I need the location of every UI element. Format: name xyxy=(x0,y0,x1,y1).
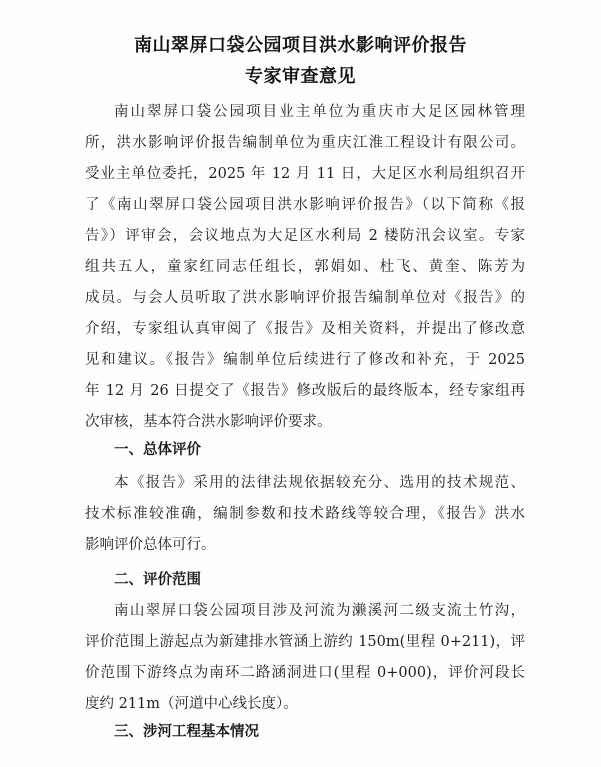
paragraph-line: 成员。与会人员听取了洪水影响评价报告编制单位对《报告》的 xyxy=(85,290,525,306)
paragraph-line: 价范围下游终点为南环二路涵洞进口(里程 0+000)，评价河段长 xyxy=(85,665,525,681)
paragraph-line: 告》）评审会，会议地点为大足区水利局 2 楼防汛会议室。专家 xyxy=(85,228,525,244)
section-heading-overall-evaluation: 一、总体评价 xyxy=(114,442,201,458)
paragraph-line: 介绍，专家组认真审阅了《报告》及相关资料，并提出了修改意 xyxy=(85,321,525,337)
paragraph-line: 见和建议。《报告》编制单位后续进行了修改和补充，于 2025 xyxy=(85,352,525,368)
paragraph-line: 南山翠屏口袋公园项目涉及河流为濑溪河二级支流土竹沟， xyxy=(114,603,525,619)
paragraph-line: 度约 211m（河道中心线长度）。 xyxy=(85,696,298,712)
paragraph-line: 组共五人，童家红同志任组长，郭娟如、杜飞、黄奎、陈芳为 xyxy=(85,259,525,275)
paragraph-line: 南山翠屏口袋公园项目业主单位为重庆市大足区园林管理 xyxy=(114,104,525,120)
paragraph-line: 本《报告》采用的法律法规依据较充分、选用的技术规范、 xyxy=(114,475,525,491)
paragraph-line: 年 12 月 26 日提交了《报告》修改版后的最终版本，经专家组再 xyxy=(85,383,525,399)
paragraph-line: 次审核，基本符合洪水影响评价要求。 xyxy=(85,414,332,430)
paragraph-line: 受业主单位委托，2025 年 12 月 11 日，大足区水利局组织召开 xyxy=(85,166,525,182)
paragraph-line: 技术标准较准确，编制参数和技术路线等较合理，《报告》洪水 xyxy=(85,506,525,522)
section-heading-project-overview: 三、涉河工程基本情况 xyxy=(114,724,259,740)
evaluation-scope-paragraph xyxy=(85,596,525,720)
paragraph-line: 所，洪水影响评价报告编制单位为重庆江淮工程设计有限公司。 xyxy=(85,135,525,151)
paragraph-line: 了《南山翠屏口袋公园项目洪水影响评价报告》（以下简称《报 xyxy=(85,197,525,213)
section-heading-evaluation-scope: 二、评价范围 xyxy=(114,572,201,588)
overall-evaluation-paragraph xyxy=(85,468,525,561)
document-subtitle: 专家审查意见 xyxy=(245,66,356,87)
intro-paragraph xyxy=(85,97,525,438)
paragraph-line: 评价范围上游起点为新建排水管涵上游约 150m(里程 0+211)，评 xyxy=(85,634,525,650)
document-title: 南山翠屏口袋公园项目洪水影响评价报告 xyxy=(134,35,467,56)
paragraph-line: 影响评价总体可行。 xyxy=(85,537,216,553)
